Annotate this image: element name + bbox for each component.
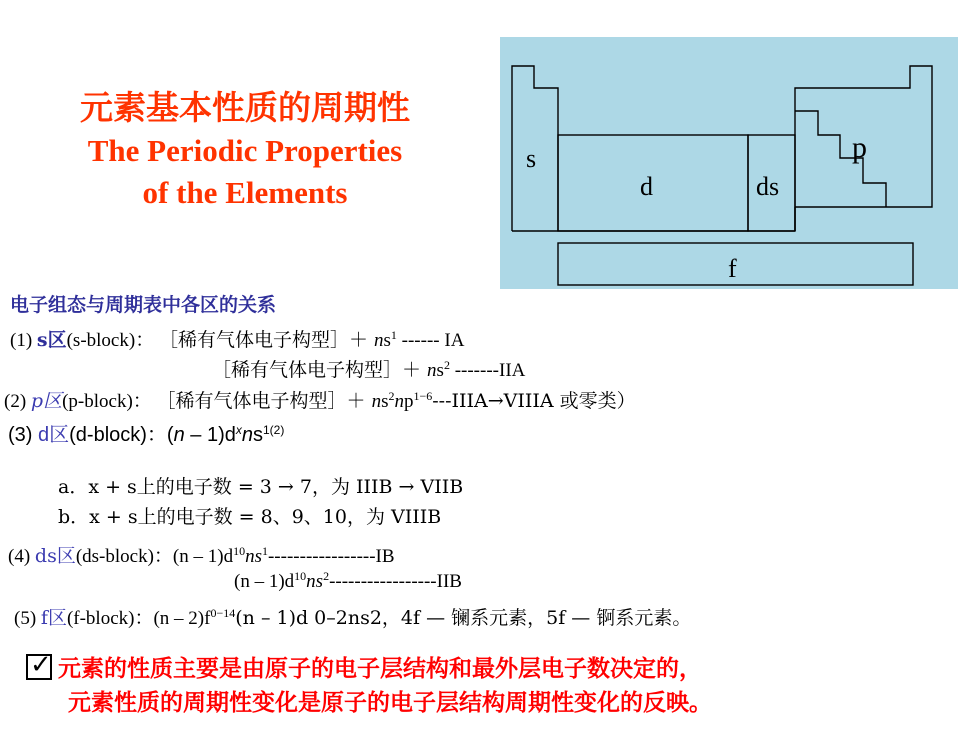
p-block-name: p区 (30, 390, 63, 412)
d-block-note-b: b．x + s上的电子数 = 8、9、10，为 VIIIB (58, 506, 442, 528)
d-block-name: d区 (38, 424, 70, 446)
s-block-name: s区 (36, 329, 67, 351)
p-block-line: (2) p区(p-block)： ［稀有气体电子构型］＋ $ns^2np^{1-6}---IIIA\to VIIIA$ 或零类） (4, 389, 636, 412)
block-label-p: p (852, 131, 867, 164)
conclusion-line2: 元素性质的周期性变化是原子的电子层结构周期性变化的反映。 (68, 690, 712, 716)
d-block-note-a: a．x + s上的电子数 = 3 → 7，为 IIIB → VIIB (58, 476, 464, 498)
s-block-line2: ［稀有气体电子构型］＋ $ns^2$ -------IIA (212, 358, 526, 381)
block-label-s: s (526, 144, 537, 173)
d-block-line: (3) d区(d-block)：$(n - 1)d^xns^{1(2)}$ (8, 423, 285, 446)
block-label-f: f (728, 254, 737, 283)
checkbox-checked-icon: ✓ (26, 654, 52, 680)
section-subtitle: 电子组态与周期表中各区的关系 (10, 294, 277, 316)
title-chinese: 元素基本性质的周期性 (80, 88, 410, 127)
f-block-line: (5) f区(f-block)：$(n - 2)f^{0-14}(n - 1)d$ 0–2ns2，4f — 镧系元素，5f — 锕系元素。 (14, 606, 692, 629)
ds-block-line1: (4) ds区(ds-block)：$(n - 1)d^{10}ns^1-----------------IB$ (8, 544, 395, 567)
block-label-d: d (640, 172, 653, 201)
periodic-table-diagram (500, 37, 958, 289)
ds-block-name: ds区 (34, 545, 76, 567)
title-english-line1: The Periodic Properties (87, 133, 403, 168)
s-block-line1: (1) s区(s-block)： ［稀有气体电子构型］＋ $ns^1$ ------ IA (10, 328, 465, 351)
block-label-ds: ds (756, 172, 780, 201)
title-english-line2: of the Elements (142, 175, 348, 210)
f-block-name: f区 (40, 607, 67, 629)
conclusion-line1: 元素的性质主要是由原子的电子层结构和最外层电子数决定的， (58, 656, 702, 682)
ds-block-line2: $(n - 1)d^{10}ns^2----------------$-IIB (234, 569, 462, 592)
